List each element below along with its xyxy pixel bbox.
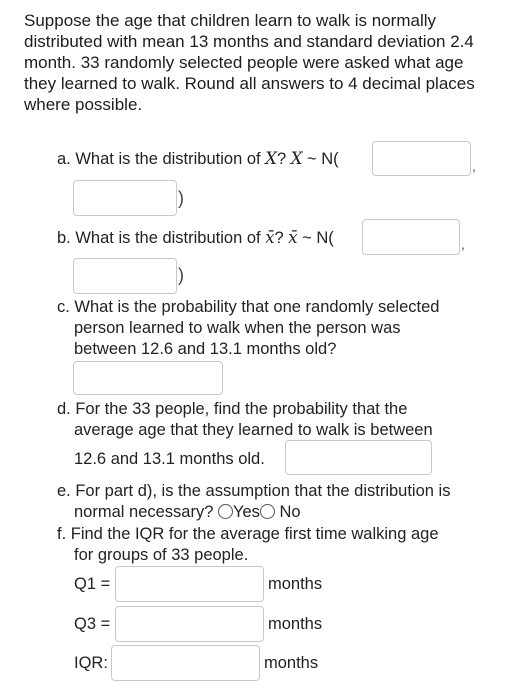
problem-statement: Suppose the age that children learn to walk is normally distributed with mean 13 months and standard deviation 2.4 month. 33 randomly selected people were asked what age they learned to walk. Round all answers to 4 decimal places where possible. — [24, 11, 475, 114]
q3-unit: months — [268, 615, 323, 633]
iqr-unit: months — [264, 654, 319, 672]
part-b-mid: ? — [274, 229, 289, 247]
part-d-line-1: d. For the 33 people, find the probability that the — [57, 400, 408, 418]
q1-unit: months — [268, 575, 323, 593]
part-f-question — [57, 524, 502, 566]
q3-input[interactable] — [115, 606, 264, 642]
part-e-question — [57, 481, 502, 523]
part-a-prefix: a. What is the distribution of — [57, 150, 266, 168]
part-c-question — [57, 297, 497, 360]
part-a-variable: X — [265, 149, 277, 168]
q1-input[interactable] — [115, 566, 264, 602]
part-d-probability-input[interactable] — [285, 440, 432, 475]
part-b-tilde: ~ N( — [297, 229, 334, 247]
yes-label[interactable]: Yes — [233, 503, 260, 521]
part-a-close-paren: ) — [178, 188, 184, 208]
part-b-variable-2: x̄ — [288, 228, 298, 247]
part-d-line-3: 12.6 and 13.1 months old. — [74, 450, 265, 468]
part-e-line-2-row — [57, 502, 502, 523]
part-a-tilde: ~ N( — [302, 150, 339, 168]
part-a-comma: , — [472, 158, 476, 174]
part-b-prefix: b. What is the distribution of — [57, 229, 266, 247]
part-b-variable: x̄ — [265, 228, 275, 247]
part-b-close-paren: ) — [178, 265, 184, 285]
part-c-line-2: person learned to walk when the person was — [74, 319, 401, 337]
part-f-line-1: f. Find the IQR for the average first time walking age — [57, 525, 439, 543]
yes-radio[interactable] — [218, 504, 233, 519]
part-b-question — [57, 227, 334, 249]
part-c-line-1: c. What is the probability that one randomly selected — [57, 298, 440, 316]
part-a-mean-input[interactable] — [372, 141, 471, 176]
part-e-line-2: normal necessary? — [74, 503, 214, 521]
part-c-line-3: between 12.6 and 13.1 months old? — [74, 340, 337, 358]
iqr-input[interactable] — [111, 645, 260, 681]
part-c-probability-input[interactable] — [73, 361, 223, 395]
iqr-label: IQR: — [74, 654, 108, 672]
part-b-sd-input[interactable] — [73, 258, 177, 294]
part-d-line-2: average age that they learned to walk is between — [74, 421, 433, 439]
part-a-question — [57, 148, 339, 170]
part-b-comma: , — [461, 236, 465, 252]
no-label[interactable]: No — [279, 503, 301, 521]
part-b-mean-input[interactable] — [362, 219, 460, 255]
no-radio[interactable] — [260, 504, 275, 519]
part-e-line-1: e. For part d), is the assumption that the distribution is — [57, 482, 451, 500]
q3-label: Q3 = — [74, 615, 111, 633]
part-a-variable-2: X — [290, 149, 303, 168]
q1-label: Q1 = — [74, 575, 111, 593]
part-f-line-2: for groups of 33 people. — [74, 546, 249, 564]
part-a-mid: ? — [276, 150, 291, 168]
part-a-sd-input[interactable] — [73, 180, 177, 216]
